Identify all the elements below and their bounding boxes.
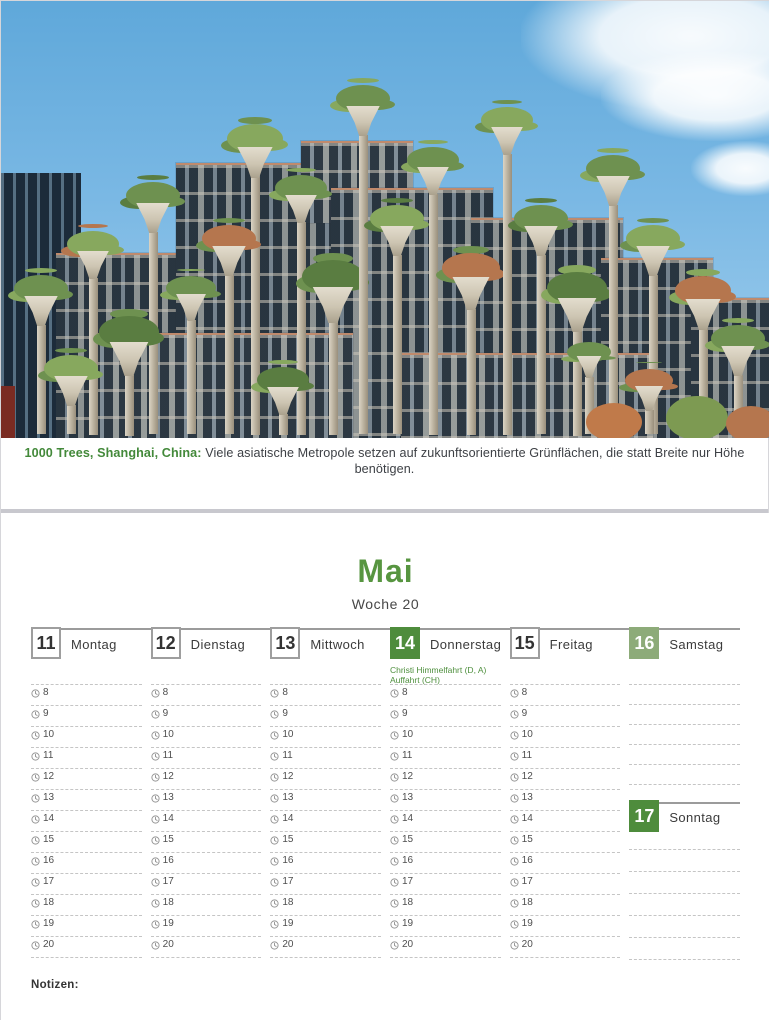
- clock-icon: [31, 815, 40, 824]
- hour-label: 15: [162, 834, 174, 845]
- hour-row: [390, 706, 501, 727]
- hour-label: 15: [43, 834, 55, 845]
- planter-column: [225, 275, 234, 434]
- planter-column: [537, 255, 546, 434]
- day-name-samstag: Samstag: [669, 637, 724, 652]
- planter-cup: [235, 147, 275, 178]
- planter-cup: [75, 251, 111, 279]
- clock-icon: [270, 689, 279, 698]
- clock-icon: [510, 941, 519, 950]
- hour-label: 17: [401, 876, 414, 887]
- hour-row: [151, 790, 262, 811]
- clock-icon: [31, 857, 40, 866]
- clock-icon: [510, 878, 519, 887]
- tree-planter: [257, 367, 309, 435]
- clock-icon: [31, 794, 40, 803]
- hour-label: 18: [282, 897, 294, 908]
- clock-icon: [390, 794, 399, 803]
- hour-label: 14: [43, 813, 55, 824]
- clock-icon: [510, 815, 519, 824]
- hour-label: 8: [521, 687, 528, 698]
- blank-line-row: [629, 850, 740, 872]
- blank-line-row: [629, 894, 740, 916]
- planter-column: [429, 194, 438, 435]
- hour-label: 14: [282, 813, 294, 824]
- day-column-montag: [31, 628, 142, 960]
- hour-grid: [390, 684, 501, 958]
- clock-icon: [151, 815, 160, 824]
- hour-label: 8: [43, 687, 49, 698]
- hour-label: 19: [282, 918, 294, 929]
- clock-icon: [151, 710, 160, 719]
- blank-line-row: [629, 745, 740, 765]
- hour-label: 9: [521, 708, 528, 719]
- hour-row: [151, 874, 262, 895]
- day-number: 13: [275, 632, 296, 653]
- hour-label: 10: [43, 729, 55, 740]
- planter-cup: [415, 167, 451, 195]
- hour-label: 15: [401, 834, 414, 845]
- holiday-note-line: Christi Himmelfahrt (D, A): [389, 665, 487, 675]
- clock-icon: [270, 899, 279, 908]
- hour-row: [151, 706, 262, 727]
- hour-label: 9: [43, 708, 49, 719]
- hour-label: 14: [521, 813, 533, 824]
- hour-label: 10: [282, 729, 294, 740]
- clock-icon: [270, 815, 279, 824]
- clock-icon: [151, 836, 160, 845]
- hour-label: 20: [282, 939, 294, 950]
- blank-line-row: [629, 872, 740, 894]
- day-number-box: [151, 627, 181, 659]
- hour-label: 11: [401, 750, 413, 761]
- hour-row: [390, 916, 501, 937]
- clock-icon: [270, 836, 279, 845]
- day-name-montag: Montag: [71, 637, 117, 652]
- photo-1000-trees-building: [1, 1, 769, 438]
- hour-label: 16: [282, 855, 294, 866]
- hour-row: [31, 727, 142, 748]
- clock-icon: [390, 899, 399, 908]
- hour-row: [390, 748, 501, 769]
- hour-row: [390, 769, 501, 790]
- day-name-freitag: Freitag: [549, 637, 593, 652]
- blank-line-row: [629, 705, 740, 725]
- hour-row: [31, 832, 142, 853]
- planter-cup: [633, 386, 665, 411]
- autumn-shrub: [666, 396, 728, 438]
- planter-cup: [634, 246, 672, 276]
- day-number: 17: [634, 805, 655, 826]
- planter-column: [125, 375, 134, 436]
- hour-row: [270, 895, 381, 916]
- hour-row: [270, 832, 381, 853]
- clock-icon: [390, 689, 399, 698]
- day-column-mittwoch: [270, 628, 381, 960]
- planter-column: [467, 309, 476, 435]
- hour-row: [390, 790, 501, 811]
- hour-label: 20: [162, 939, 174, 950]
- sunday-header: [629, 801, 740, 834]
- hour-label: 11: [43, 750, 54, 761]
- hour-label: 14: [401, 813, 414, 824]
- hour-row: [151, 937, 262, 958]
- hour-row: [510, 811, 621, 832]
- planter-cup: [719, 346, 757, 376]
- hour-row: [510, 874, 621, 895]
- clock-icon: [390, 710, 399, 719]
- hour-row: [31, 895, 142, 916]
- clock-icon: [270, 941, 279, 950]
- hour-label: 13: [282, 792, 294, 803]
- day-column-dienstag: [151, 628, 262, 960]
- clock-icon: [510, 710, 519, 719]
- planter-column: [645, 410, 654, 434]
- hour-row: [151, 916, 262, 937]
- caption-location: 1000 Trees, Shanghai, China:: [24, 446, 202, 460]
- hour-label: 18: [401, 897, 414, 908]
- hour-label: 8: [401, 687, 408, 698]
- calendar-section: [1, 513, 769, 1021]
- planter-cup: [575, 356, 603, 378]
- hour-label: 11: [162, 750, 174, 761]
- hour-row: [31, 790, 142, 811]
- clock-icon: [390, 836, 399, 845]
- clock-icon: [270, 920, 279, 929]
- hour-grid: [510, 684, 621, 958]
- hour-label: 10: [401, 729, 414, 740]
- clock-icon: [390, 773, 399, 782]
- planter-column: [393, 255, 402, 434]
- tree-planter: [202, 225, 256, 434]
- hour-label: 19: [43, 918, 55, 929]
- hour-label: 9: [162, 708, 169, 719]
- clock-icon: [31, 878, 40, 887]
- clock-icon: [510, 857, 519, 866]
- day-name-sonntag: Sonntag: [669, 810, 721, 825]
- day-number-box: [629, 627, 659, 659]
- hour-label: 16: [162, 855, 174, 866]
- hour-label: 10: [521, 729, 533, 740]
- clock-icon: [390, 878, 399, 887]
- planter-column: [279, 414, 288, 435]
- clock-icon: [151, 752, 160, 761]
- hour-row: [510, 832, 621, 853]
- photo-caption: [1, 445, 768, 477]
- hour-row: [390, 832, 501, 853]
- hour-row: [390, 811, 501, 832]
- hour-row: [270, 916, 381, 937]
- hour-row: [510, 706, 621, 727]
- hour-label: 16: [521, 855, 533, 866]
- clock-icon: [510, 899, 519, 908]
- notes-label: Notizen:: [31, 979, 79, 991]
- hour-label: 14: [162, 813, 174, 824]
- clock-icon: [270, 878, 279, 887]
- planter-column: [67, 405, 76, 434]
- saturday-lines: [629, 684, 740, 785]
- clock-icon: [510, 836, 519, 845]
- day-column-samstag-sonntag: [629, 628, 740, 960]
- hour-label: 19: [521, 918, 533, 929]
- hour-label: 11: [521, 750, 533, 761]
- hour-label: 13: [43, 792, 55, 803]
- hour-row: [31, 916, 142, 937]
- planter-cup: [210, 246, 248, 276]
- hour-label: 13: [401, 792, 414, 803]
- clock-icon: [390, 920, 399, 929]
- hour-row: [390, 874, 501, 895]
- hour-label: 20: [43, 939, 55, 950]
- clock-icon: [151, 920, 160, 929]
- day-number: 14: [394, 632, 415, 653]
- hour-row: [510, 895, 621, 916]
- holiday-notes: [390, 665, 486, 685]
- day-name-donnerstag: Donnerstag: [429, 637, 502, 652]
- hour-label: 9: [282, 708, 288, 719]
- day-number-box: [390, 627, 420, 659]
- hour-row: [390, 685, 501, 706]
- hour-label: 12: [43, 771, 55, 782]
- clock-icon: [31, 941, 40, 950]
- hour-row: [510, 853, 621, 874]
- clock-icon: [270, 731, 279, 740]
- clock-icon: [510, 773, 519, 782]
- day-name-mittwoch: Mittwoch: [310, 637, 365, 652]
- hour-label: 10: [162, 729, 174, 740]
- hour-row: [270, 853, 381, 874]
- day-name-dienstag: Dienstag: [190, 637, 246, 652]
- planter-cup: [344, 106, 382, 136]
- blank-line-row: [629, 938, 740, 960]
- hour-row: [31, 706, 142, 727]
- hour-row: [151, 832, 262, 853]
- hour-row: [270, 769, 381, 790]
- hour-row: [151, 685, 262, 706]
- hour-label: 13: [521, 792, 533, 803]
- clock-icon: [151, 689, 160, 698]
- hour-label: 18: [521, 897, 533, 908]
- hour-row: [270, 706, 381, 727]
- blank-line-row: [629, 916, 740, 938]
- hour-label: 18: [162, 897, 174, 908]
- cloud: [691, 141, 769, 196]
- hour-row: [31, 874, 142, 895]
- hour-row: [270, 748, 381, 769]
- autumn-shrub: [586, 403, 642, 438]
- clock-icon: [31, 899, 40, 908]
- hour-label: 17: [162, 876, 174, 887]
- clock-icon: [270, 857, 279, 866]
- day-number: 12: [155, 632, 176, 653]
- hour-row: [390, 895, 501, 916]
- hour-row: [510, 685, 621, 706]
- hour-label: 9: [401, 708, 408, 719]
- planter-cup: [283, 195, 319, 223]
- planter-cup: [522, 226, 560, 256]
- clock-icon: [151, 878, 160, 887]
- cloud: [601, 51, 769, 141]
- month-title: Mai: [357, 553, 414, 589]
- clock-icon: [151, 899, 160, 908]
- hour-grid: [270, 684, 381, 958]
- hour-row: [31, 769, 142, 790]
- planter-cup: [134, 203, 172, 233]
- hour-label: 19: [162, 918, 174, 929]
- hour-grid: [31, 684, 142, 958]
- sunday-lines: [629, 849, 740, 960]
- tree-planter: [44, 355, 98, 434]
- planter-cup: [594, 176, 632, 206]
- planter-column: [187, 320, 196, 434]
- hour-row: [510, 790, 621, 811]
- planter-column: [503, 154, 512, 435]
- week-grid: [31, 628, 740, 960]
- hour-row: [390, 727, 501, 748]
- hour-row: [510, 769, 621, 790]
- blank-line-row: [629, 765, 740, 785]
- hour-label: 8: [282, 687, 288, 698]
- hour-row: [270, 790, 381, 811]
- hour-row: [510, 937, 621, 958]
- clock-icon: [270, 794, 279, 803]
- hour-row: [151, 769, 262, 790]
- hour-label: 20: [401, 939, 414, 950]
- hour-grid: [151, 684, 262, 958]
- day-number-box: [510, 627, 540, 659]
- clock-icon: [510, 689, 519, 698]
- hour-label: 17: [521, 876, 533, 887]
- clock-icon: [390, 752, 399, 761]
- clock-icon: [510, 920, 519, 929]
- hour-row: [510, 748, 621, 769]
- hour-row: [31, 748, 142, 769]
- day-number-box: [31, 627, 61, 659]
- hour-label: 19: [401, 918, 414, 929]
- hour-row: [151, 853, 262, 874]
- clock-icon: [151, 941, 160, 950]
- blank-line-row: [629, 685, 740, 705]
- holiday-note-line: Auffahrt (CH): [389, 675, 440, 686]
- tree-planter: [99, 316, 159, 436]
- hour-row: [510, 727, 621, 748]
- clock-icon: [270, 773, 279, 782]
- hour-row: [510, 916, 621, 937]
- hour-row: [270, 811, 381, 832]
- hour-label: 16: [401, 855, 414, 866]
- clock-icon: [510, 794, 519, 803]
- hour-row: [151, 895, 262, 916]
- hour-row: [270, 937, 381, 958]
- hour-label: 12: [162, 771, 174, 782]
- planter-cup: [489, 127, 525, 155]
- caption-text: Viele asiatische Metropole setzen auf zukunftsorientierte Grünflächen, die statt Breite nur Höhe benötigen.: [205, 446, 745, 476]
- hour-label: 18: [43, 897, 55, 908]
- clock-icon: [151, 857, 160, 866]
- hour-label: 15: [282, 834, 294, 845]
- blank-line-row: [629, 725, 740, 745]
- clock-icon: [510, 731, 519, 740]
- clock-icon: [390, 857, 399, 866]
- day-number-box: [270, 627, 300, 659]
- day-number: 16: [634, 632, 655, 653]
- hour-label: 12: [282, 771, 294, 782]
- hour-label: 8: [162, 687, 169, 698]
- hour-row: [31, 853, 142, 874]
- hour-row: [270, 685, 381, 706]
- clock-icon: [270, 710, 279, 719]
- hour-label: 17: [282, 876, 294, 887]
- clock-icon: [31, 731, 40, 740]
- clock-icon: [151, 773, 160, 782]
- hour-label: 13: [162, 792, 174, 803]
- clock-icon: [31, 710, 40, 719]
- planter-cup: [265, 387, 301, 415]
- day-number: 15: [514, 632, 535, 653]
- hour-label: 12: [521, 771, 533, 782]
- clock-icon: [151, 794, 160, 803]
- hour-row: [31, 937, 142, 958]
- clock-icon: [31, 773, 40, 782]
- hour-row: [31, 685, 142, 706]
- week-number-label: Woche 20: [351, 596, 420, 612]
- hour-row: [151, 811, 262, 832]
- hour-row: [390, 937, 501, 958]
- day-number-box: [629, 800, 659, 832]
- planter-cup: [22, 296, 60, 326]
- hour-row: [390, 853, 501, 874]
- clock-icon: [31, 836, 40, 845]
- autumn-shrub: [726, 406, 769, 438]
- hour-label: 12: [401, 771, 414, 782]
- clock-icon: [510, 752, 519, 761]
- hour-label: 15: [521, 834, 533, 845]
- clock-icon: [151, 731, 160, 740]
- day-column-donnerstag: [390, 628, 501, 960]
- planter-cup: [107, 342, 151, 376]
- hour-label: 20: [521, 939, 533, 950]
- planter-column: [359, 135, 368, 434]
- day-column-freitag: [510, 628, 621, 960]
- hour-row: [270, 874, 381, 895]
- day-number: 11: [36, 632, 56, 653]
- clock-icon: [31, 689, 40, 698]
- red-structure: [1, 386, 15, 438]
- clock-icon: [31, 920, 40, 929]
- hour-row: [151, 748, 262, 769]
- hour-row: [270, 727, 381, 748]
- clock-icon: [390, 941, 399, 950]
- hour-row: [151, 727, 262, 748]
- clock-icon: [270, 752, 279, 761]
- clock-icon: [390, 731, 399, 740]
- hour-row: [31, 811, 142, 832]
- clock-icon: [31, 752, 40, 761]
- hour-label: 17: [43, 876, 55, 887]
- hour-label: 11: [282, 750, 293, 761]
- clock-icon: [390, 815, 399, 824]
- planter-cup: [52, 376, 90, 406]
- hour-label: 16: [43, 855, 55, 866]
